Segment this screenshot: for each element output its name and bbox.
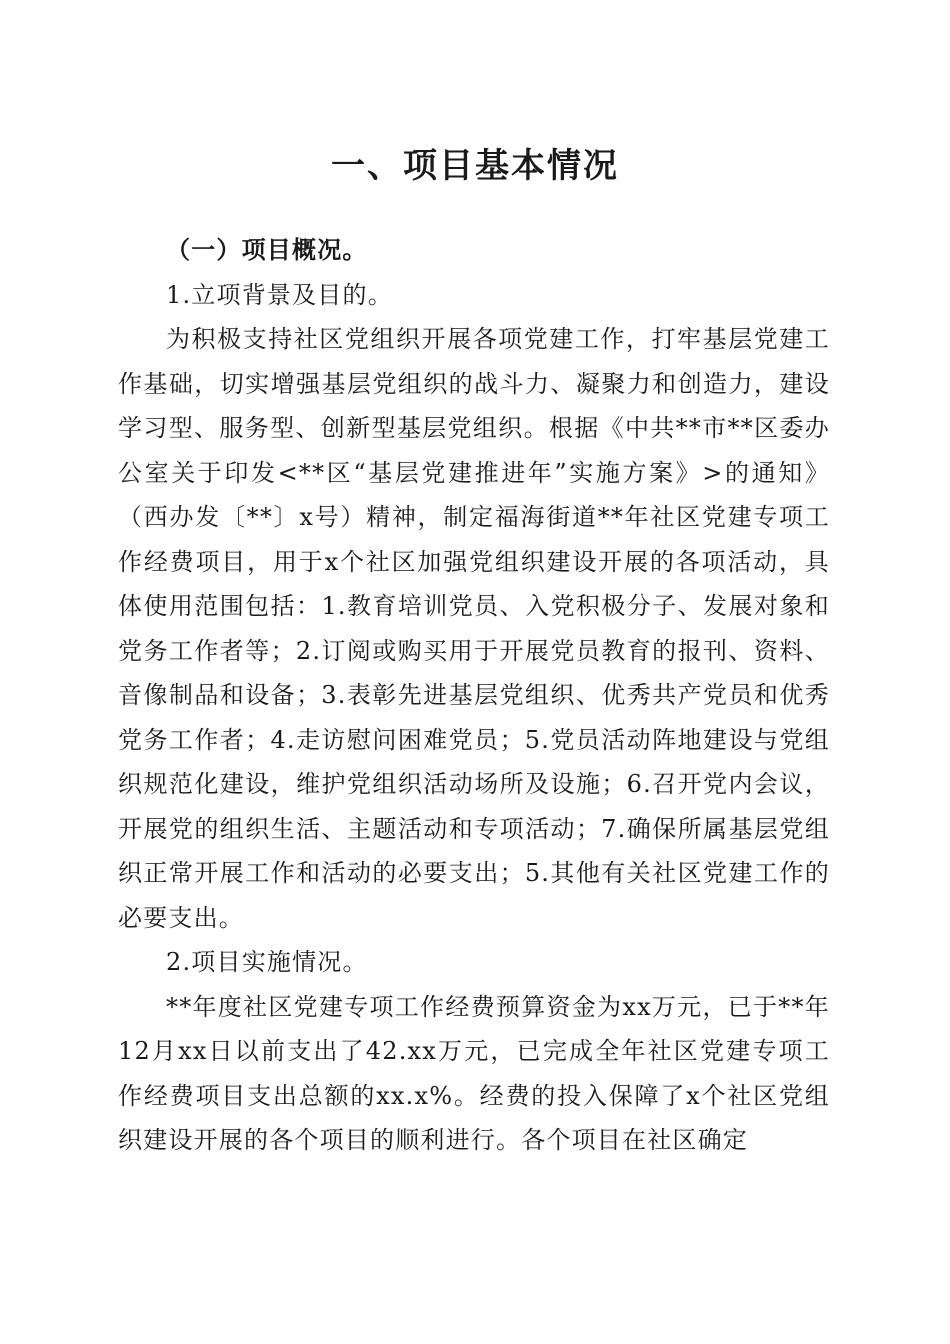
paragraph-implementation: **年度社区党建专项工作经费预算资金为xx万元，已于**年12月xx日以前支出了42.xx万元，已完成全年社区党建专项工作经费项目支出总额的xx.x%。经费的投入保障了x个社区党组织建设开展的各个项目的顺利进行。各个项目在社区确定 <box>118 992 830 1154</box>
document-body <box>118 228 830 1163</box>
paragraph-background: 为积极支持社区党组织开展各项党建工作，打牢基层党建工作基础，切实增强基层党组织的战斗力、凝聚力和创造力，建设学习型、服务型、创新型基层党组织。根据《中共**市**区委办公室关于印发<**区“基层党建推进年”实施方案》>的通知》（西办发〔**〕x号）精神，制定福海街道**年社区党建专项工作经费项目，用于x个社区加强党组织建设开展的各项活动，具体使用范围包括：1.教育培训党员、入党积极分子、发展对象和党务工作者等；2.订阅或购买用于开展党员教育的报刊、资料、音像制品和设备；3.表彰先进基层党组织、优秀共产党员和优秀党务工作者；4.走访慰问困难党员；5.党员活动阵地建设与党组织规范化建设，维护党组织活动场所及设施；6.召开党内会议，开展党的组织生活、主题活动和专项活动；7.确保所属基层党组织正常开展工作和活动的必要支出；5.其他有关社区党建工作的必要支出。 <box>118 325 830 932</box>
subsection-heading: 2.项目实施情况。 <box>166 948 368 976</box>
page-title: 一、项目基本情况 <box>331 146 619 186</box>
subsection-heading: 1.立项背景及目的。 <box>166 280 393 309</box>
section-heading: （一）项目概况。 <box>166 236 368 264</box>
